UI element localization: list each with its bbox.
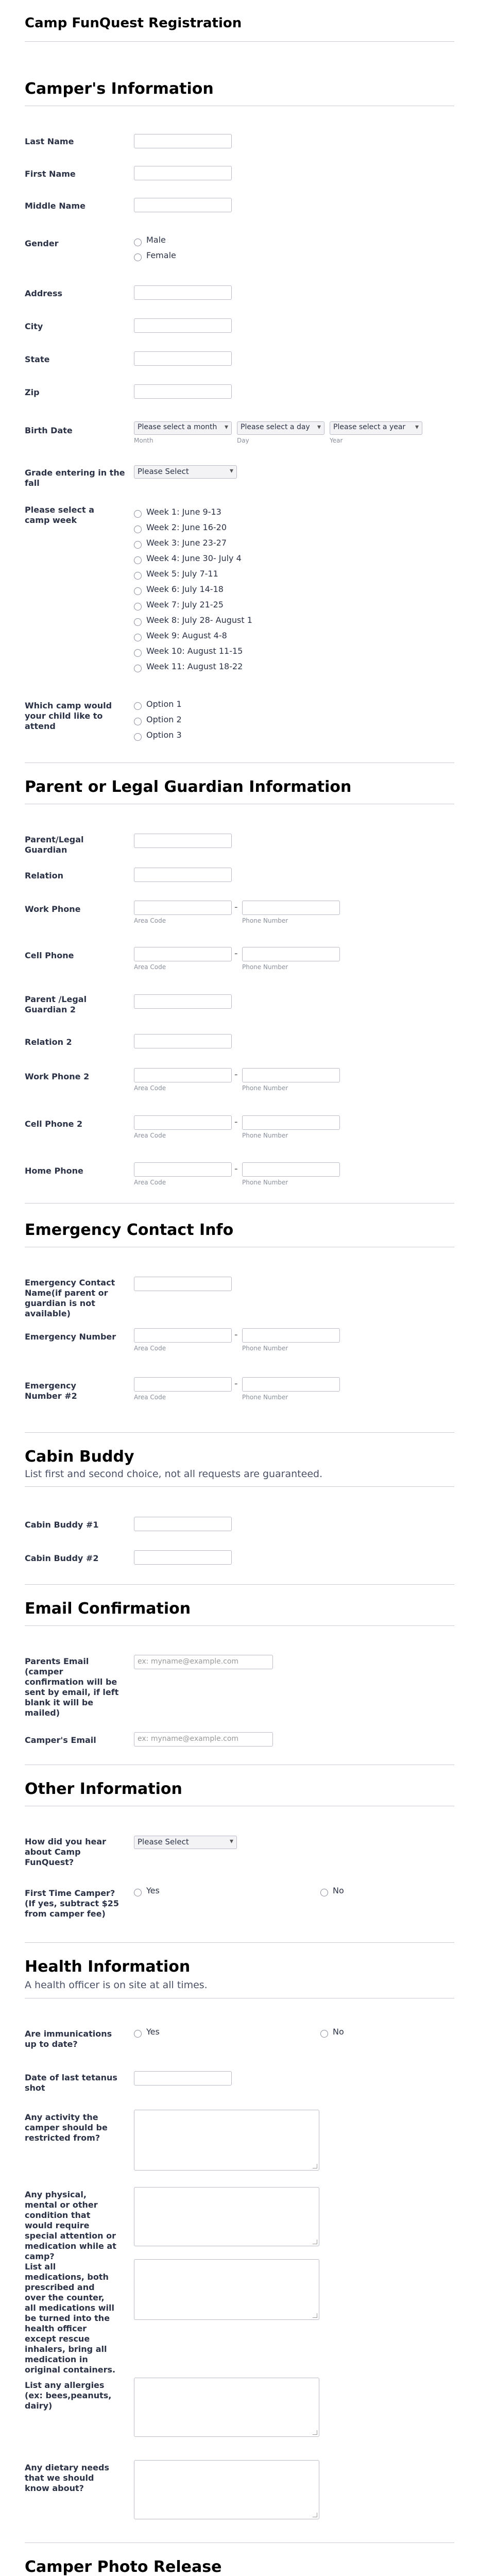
camp-option-radio[interactable] <box>134 702 142 710</box>
dietary-label: Any dietary needs that we should know about? <box>25 2463 109 2493</box>
month-sublabel: Month <box>134 437 153 444</box>
home-phone-label: Home Phone <box>25 1166 83 1176</box>
relation2-label: Relation 2 <box>25 1037 72 1047</box>
first-time-no-label: No <box>333 1886 344 1895</box>
gender-female-radio[interactable] <box>134 253 142 261</box>
week-option: Week 9: August 4-8 <box>146 631 227 640</box>
city-input[interactable] <box>134 318 232 333</box>
first-name-input[interactable] <box>134 166 232 180</box>
section-title-email: Email Confirmation <box>25 1600 191 1618</box>
section-title-parent: Parent or Legal Guardian Information <box>25 778 352 796</box>
phone-number-sublabel: Phone Number <box>242 917 288 924</box>
phone-dash: - <box>234 1116 238 1127</box>
birth-month-select[interactable]: Please select a month ▾ <box>134 421 232 435</box>
address-label: Address <box>25 289 63 298</box>
week-option: Week 10: August 11-15 <box>146 646 243 656</box>
work-phone-number-input[interactable] <box>242 901 340 915</box>
gender-label: Gender <box>25 239 59 248</box>
camp-option: Option 1 <box>146 699 182 709</box>
camp-option-radio[interactable] <box>134 733 142 741</box>
condition-textarea[interactable] <box>134 2187 319 2246</box>
cell-phone-number-input[interactable] <box>242 947 340 961</box>
week-radio[interactable] <box>134 618 142 626</box>
section-subtitle-health: A health officer is on site at all times. <box>25 1979 208 1991</box>
emergency-contact-input[interactable] <box>134 1277 232 1291</box>
parents-email-label: Parents Email (camper confirmation will be sent by email, if left blank it will be mailed) <box>25 1656 119 1718</box>
emergency-number2-label: Emergency Number #2 <box>25 1381 77 1401</box>
phone-dash: - <box>234 1378 238 1389</box>
gender-male-label: Male <box>146 235 166 245</box>
state-input[interactable] <box>134 351 232 366</box>
section-title-buddy: Cabin Buddy <box>25 1448 134 1466</box>
week-option: Week 6: July 14-18 <box>146 584 224 594</box>
phone-number-sublabel: Phone Number <box>242 1345 288 1352</box>
tetanus-label: Date of last tetanus shot <box>25 2073 117 2093</box>
section-title-emergency: Emergency Contact Info <box>25 1221 234 1239</box>
first-name-label: First Name <box>25 169 76 179</box>
emergency-number-label: Emergency Number <box>25 1332 116 1342</box>
camp-option: Option 2 <box>146 715 182 724</box>
first-time-no-radio[interactable] <box>320 1889 328 1896</box>
phone-number-sublabel: Phone Number <box>242 1179 288 1186</box>
week-option: Week 7: July 21-25 <box>146 600 224 609</box>
week-option: Week 1: June 9-13 <box>146 507 221 517</box>
area-code-sublabel: Area Code <box>134 1345 166 1352</box>
divider <box>25 1486 454 1487</box>
which-camp-label: Which camp would your child like to attend <box>25 701 112 731</box>
gender-female-label: Female <box>146 250 176 260</box>
area-code-sublabel: Area Code <box>134 963 166 971</box>
allergies-textarea[interactable] <box>134 2378 319 2437</box>
week-radio[interactable] <box>134 526 142 533</box>
buddy2-input[interactable] <box>134 1550 232 1565</box>
camp-option-radio[interactable] <box>134 718 142 725</box>
immunizations-label: Are immunications up to date? <box>25 2029 112 2049</box>
parents-email-input[interactable]: ex: myname@example.com <box>134 1655 273 1669</box>
restricted-textarea[interactable] <box>134 2110 319 2171</box>
week-radio[interactable] <box>134 634 142 641</box>
first-time-yes-radio[interactable] <box>134 1889 142 1896</box>
medications-label: List all medications, both prescribed and over the counter, all medications will be turned into the health officer except rescue inhalers, bring all medication in original containers. <box>25 2262 116 2375</box>
last-name-label: Last Name <box>25 137 74 146</box>
emergency-number-phone-input[interactable] <box>242 1328 340 1343</box>
emergency-number-area-input[interactable] <box>134 1328 232 1343</box>
area-code-sublabel: Area Code <box>134 1394 166 1401</box>
cell-phone-area-input[interactable] <box>134 947 232 961</box>
immunizations-no-radio[interactable] <box>320 2030 328 2038</box>
campers-email-label: Camper's Email <box>25 1735 96 1745</box>
grade-select[interactable]: Please Select ▾ <box>134 465 237 479</box>
cell-phone2-label: Cell Phone 2 <box>25 1119 83 1129</box>
cell-phone2-number-input[interactable] <box>242 1115 340 1130</box>
last-name-input[interactable] <box>134 134 232 148</box>
phone-number-sublabel: Phone Number <box>242 1084 288 1092</box>
section-title-photo: Camper Photo Release <box>25 2558 222 2576</box>
phone-dash: - <box>234 1329 238 1340</box>
gender-male-radio[interactable] <box>134 239 142 246</box>
week-option: Week 2: June 16-20 <box>146 522 227 532</box>
week-option: Week 5: July 7-11 <box>146 569 218 579</box>
section-title-health: Health Information <box>25 1958 191 1976</box>
divider <box>25 762 454 763</box>
guardian-label: Parent/Legal Guardian <box>25 835 84 855</box>
week-radio[interactable] <box>134 649 142 657</box>
page-title: Camp FunQuest Registration <box>25 15 242 31</box>
birth-day-select[interactable]: Please select a day ▾ <box>237 421 324 435</box>
relation-label: Relation <box>25 871 63 880</box>
week-radio[interactable] <box>134 556 142 564</box>
week-radio[interactable] <box>134 587 142 595</box>
middle-name-input[interactable] <box>134 198 232 212</box>
area-code-sublabel: Area Code <box>134 1179 166 1186</box>
week-radio[interactable] <box>134 541 142 549</box>
week-radio[interactable] <box>134 572 142 580</box>
phone-dash: - <box>234 1069 238 1080</box>
medications-textarea[interactable] <box>134 2259 319 2320</box>
birth-year-select[interactable]: Please select a year ▾ <box>330 421 422 435</box>
campers-email-input[interactable]: ex: myname@example.com <box>134 1732 273 1747</box>
cell-phone2-area-input[interactable] <box>134 1115 232 1130</box>
divider <box>25 41 454 42</box>
divider <box>25 1625 454 1626</box>
emergency-number2-phone-input[interactable] <box>242 1377 340 1392</box>
work-phone2-area-input[interactable] <box>134 1068 232 1082</box>
phone-dash: - <box>234 1163 238 1174</box>
divider <box>25 1432 454 1433</box>
condition-label: Any physical, mental or other condition that would require special attention or medication while at camp? <box>25 2190 116 2261</box>
restricted-label: Any activity the camper should be restricted from? <box>25 2112 108 2143</box>
phone-number-sublabel: Phone Number <box>242 1394 288 1401</box>
tetanus-input[interactable] <box>134 2071 232 2086</box>
guardian-input[interactable] <box>134 834 232 848</box>
guardian2-label: Parent /Legal Guardian 2 <box>25 994 87 1014</box>
divider <box>25 1203 454 1204</box>
phone-dash: - <box>234 948 238 959</box>
immunizations-yes-label: Yes <box>146 2027 160 2037</box>
work-phone2-label: Work Phone 2 <box>25 1072 90 1081</box>
work-phone-area-input[interactable] <box>134 901 232 915</box>
hear-select[interactable]: Please Select ▾ <box>134 1836 237 1849</box>
immunizations-no-label: No <box>333 2027 344 2037</box>
section-title-camper: Camper's Information <box>25 80 214 98</box>
grade-label: Grade entering in the fall <box>25 468 125 488</box>
hear-label: How did you hear about Camp FunQuest? <box>25 1837 107 1867</box>
area-code-sublabel: Area Code <box>134 917 166 924</box>
area-code-sublabel: Area Code <box>134 1132 166 1139</box>
phone-number-sublabel: Phone Number <box>242 1132 288 1139</box>
zip-label: Zip <box>25 387 40 397</box>
buddy2-label: Cabin Buddy #2 <box>25 1553 99 1563</box>
day-sublabel: Day <box>237 437 249 444</box>
phone-number-sublabel: Phone Number <box>242 963 288 971</box>
section-subtitle-buddy: List first and second choice, not all requests are guaranteed. <box>25 1468 323 1480</box>
divider <box>25 1942 454 1943</box>
camp-week-label: Please select a camp week <box>25 505 95 525</box>
buddy1-input[interactable] <box>134 1517 232 1531</box>
section-title-other: Other Information <box>25 1780 182 1798</box>
state-label: State <box>25 354 50 364</box>
divider <box>25 1584 454 1585</box>
cell-phone-label: Cell Phone <box>25 951 74 960</box>
home-phone-area-input[interactable] <box>134 1162 232 1177</box>
home-phone-number-input[interactable] <box>242 1162 340 1177</box>
address-input[interactable] <box>134 285 232 300</box>
week-option: Week 8: July 28- August 1 <box>146 615 252 625</box>
middle-name-label: Middle Name <box>25 201 85 211</box>
immunizations-yes-radio[interactable] <box>134 2030 142 2038</box>
week-option: Week 4: June 30- July 4 <box>146 553 242 563</box>
week-option: Week 11: August 18-22 <box>146 662 243 671</box>
birth-date-label: Birth Date <box>25 426 73 435</box>
year-sublabel: Year <box>330 437 343 444</box>
dietary-textarea[interactable] <box>134 2460 319 2519</box>
phone-dash: - <box>234 902 238 912</box>
city-label: City <box>25 321 43 331</box>
relation2-input[interactable] <box>134 1034 232 1048</box>
first-time-yes-label: Yes <box>146 1886 160 1895</box>
work-phone-label: Work Phone <box>25 904 81 914</box>
week-option: Week 3: June 23-27 <box>146 538 227 548</box>
week-radio[interactable] <box>134 665 142 672</box>
zip-input[interactable] <box>134 384 232 399</box>
guardian2-input[interactable] <box>134 994 232 1009</box>
buddy1-label: Cabin Buddy #1 <box>25 1520 99 1530</box>
week-radio[interactable] <box>134 603 142 611</box>
week-radio[interactable] <box>134 510 142 518</box>
first-time-label: First Time Camper? (If yes, subtract $25 from camper fee) <box>25 1888 119 1919</box>
emergency-contact-label: Emergency Contact Name(if parent or guardian is not available) <box>25 1278 115 1318</box>
camp-option: Option 3 <box>146 730 182 740</box>
relation-input[interactable] <box>134 868 232 882</box>
area-code-sublabel: Area Code <box>134 1084 166 1092</box>
emergency-number2-area-input[interactable] <box>134 1377 232 1392</box>
work-phone2-number-input[interactable] <box>242 1068 340 1082</box>
allergies-label: List any allergies (ex: bees,peanuts, dairy) <box>25 2380 112 2411</box>
